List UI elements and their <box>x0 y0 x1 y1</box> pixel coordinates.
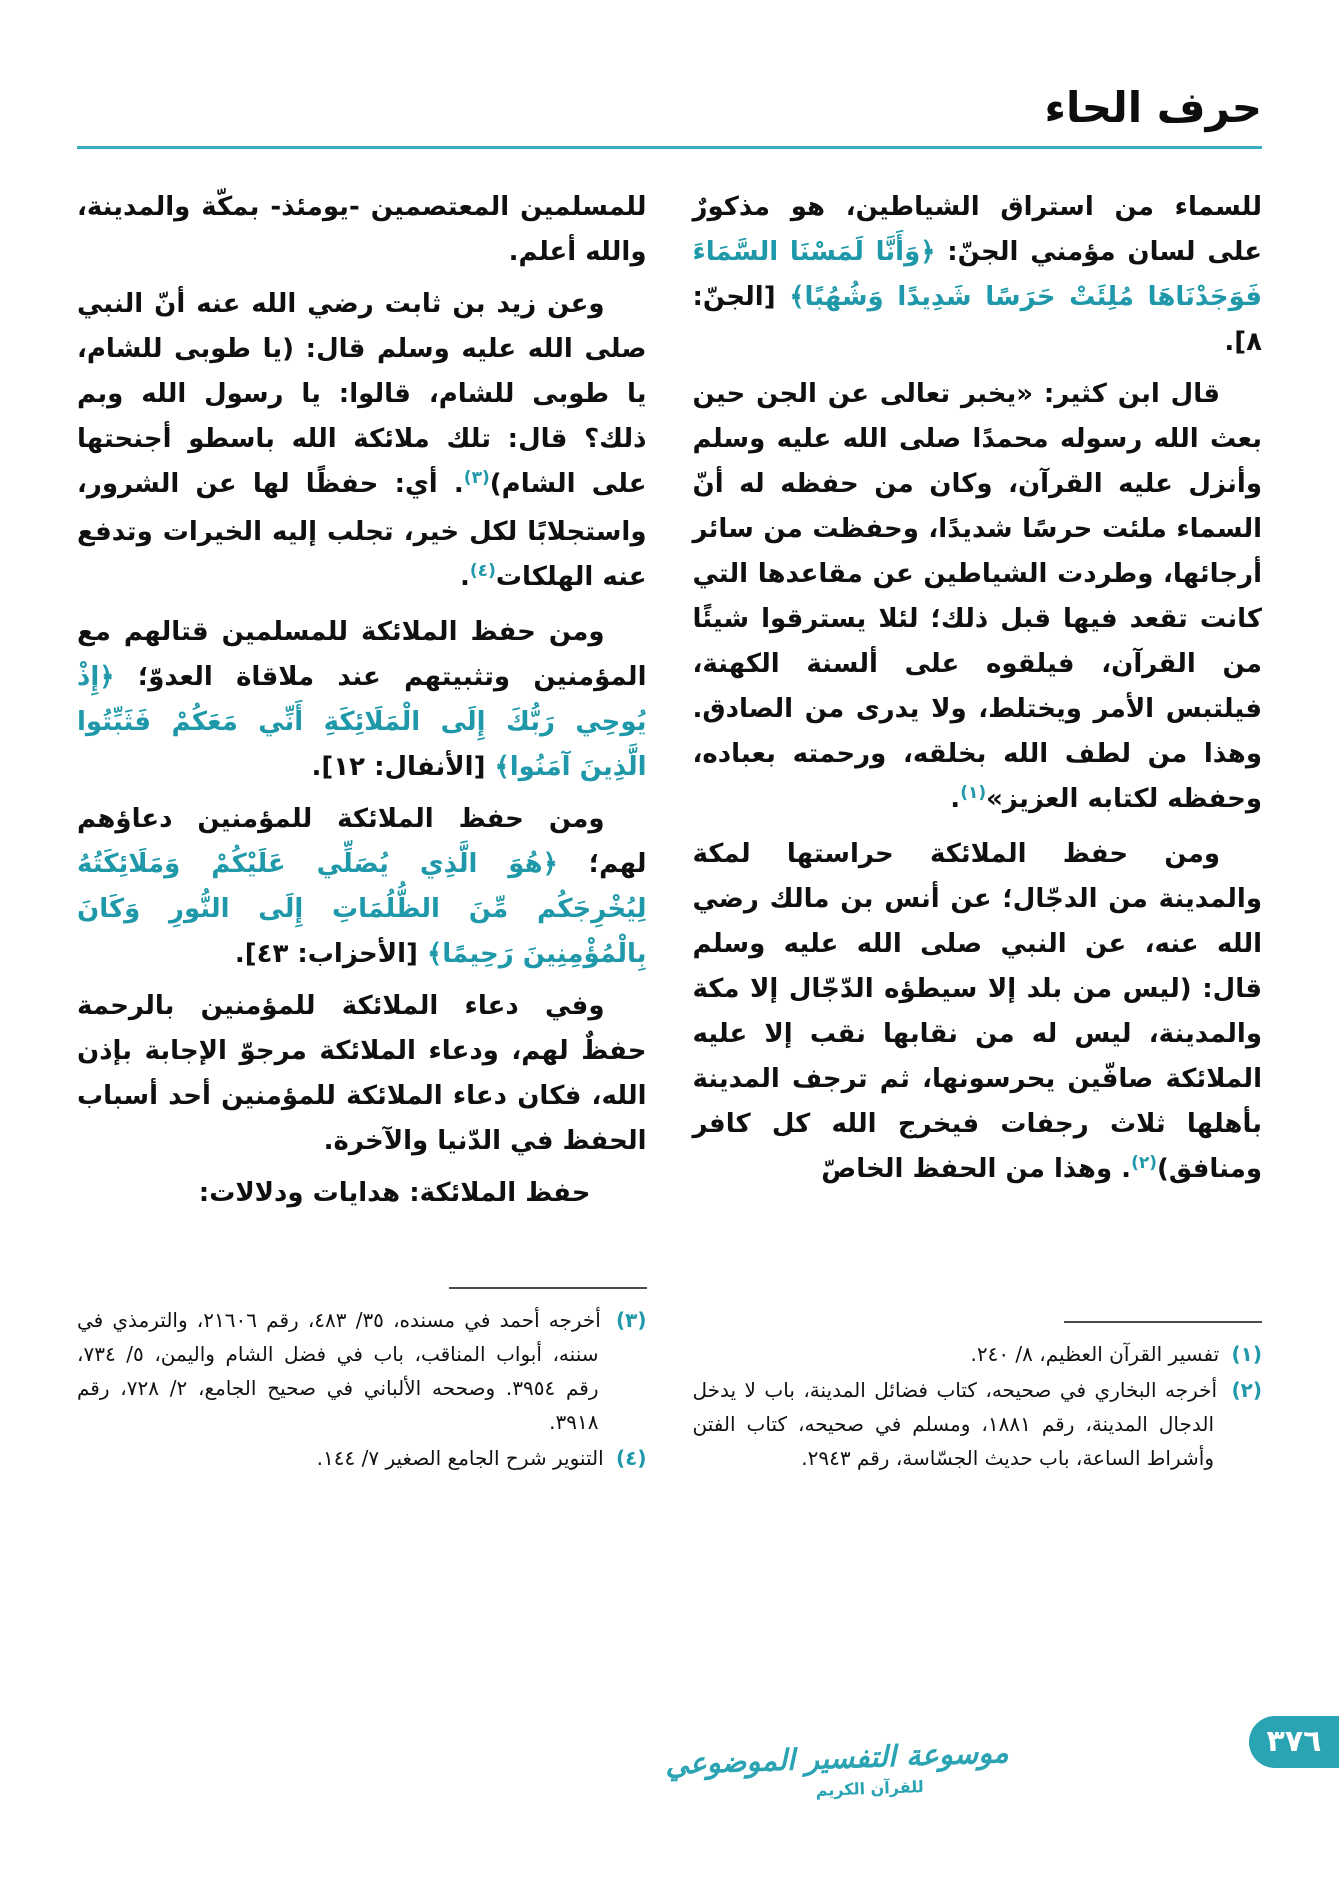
paragraph <box>77 282 647 603</box>
footnote-marker: (١) <box>960 783 987 804</box>
paragraph <box>77 797 647 977</box>
footnote-marker: (٣) <box>463 468 490 489</box>
body-text: ومن حفظ الملائكة للمسلمين قتالهم مع المؤمنين وتثبيتهم عند ملاقاة العدوّ؛ <box>77 617 647 693</box>
paragraph <box>693 185 1263 365</box>
quran-verse: ﴿وَأَنَّا لَمَسْنَا السَّمَاءَ فَوَجَدْنَاهَا مُلِئَتْ حَرَسًا شَدِيدًا وَشُهُبًا﴾ <box>692 237 1262 313</box>
footnote <box>77 1303 647 1439</box>
verse-reference: [الجنّ: ٨]. <box>692 282 1262 358</box>
body-text: حفظ الملائكة: هدايات ودلالات: <box>198 1178 591 1209</box>
chapter-title: حرف الحاء <box>1044 83 1262 132</box>
publisher-logo <box>664 1734 1010 1803</box>
body-text: . <box>460 562 470 593</box>
footnote-marker: (٤) <box>469 561 496 582</box>
body-text: للسماء من استراق الشياطين، هو مذكورٌ على لسان مؤمني الجنّ: <box>692 192 1262 268</box>
body-text: للمسلمين المعتصمين -يومئذ- بمكّة والمدينة، والله أعلم. <box>77 192 647 268</box>
paragraph <box>693 372 1263 825</box>
page-header <box>0 0 1339 149</box>
paragraph <box>77 984 647 1164</box>
footnote-marker: (٢) <box>1131 1153 1158 1174</box>
text-columns <box>0 185 1339 1477</box>
body-text: . أي: حفظًا لها عن الشرور، واستجلابًا لكل خير، تجلب إليه الخيرات وتدفع عنه الهلكات <box>77 469 647 593</box>
footnote-block-left <box>77 1287 647 1477</box>
footnote-separator <box>1064 1321 1262 1323</box>
column-left-body <box>77 185 647 1223</box>
column-right-body <box>693 185 1263 1202</box>
body-text: قال ابن كثير: «يخبر تعالى عن الجن حين بعث الله رسوله محمدًا صلى الله عليه وسلم وأنزل عليه القرآن، وكان من حفظه له أنّ السماء ملئت حرسًا شديدًا، وحفظت من سائر أرجائها، وطردت الشياطين عن مقاعدها التي كانت تقعد فيها قبل ذلك؛ لئلا يسترقوا شيئًا من القرآن، فيلقوه على ألسنة الكهنة، فيلتبس الأمر ويختلط، ولا يدرى من الصادق. وهذا من لطف الله بخلقه، ورحمته بعباده، وحفظه لكتابه العزيز» <box>692 379 1262 815</box>
footnote-number: (٢) <box>1231 1378 1262 1403</box>
verse-reference: [الأنفال: ١٢]. <box>311 752 495 783</box>
footnote-number: (٣) <box>616 1308 647 1333</box>
footnotes-left <box>77 1303 647 1475</box>
footnote <box>693 1373 1263 1475</box>
body-text: وعن زيد بن ثابت رضي الله عنه أنّ النبي صلى الله عليه وسلم قال: (يا طوبى للشام، يا طوبى للشام، قالوا: يا رسول الله وبم ذلك؟ قال: تلك ملائكة الله باسطو أجنحتها على الشام) <box>77 289 647 500</box>
footnote <box>693 1337 1263 1371</box>
paragraph <box>77 610 647 790</box>
body-text: . <box>950 784 961 815</box>
footnote-block-right <box>693 1321 1263 1477</box>
footnote <box>77 1441 647 1475</box>
paragraph <box>77 185 647 275</box>
paragraph <box>693 832 1263 1195</box>
publisher-logo-subtitle: للقرآن الكريم <box>815 1777 925 1800</box>
body-text: . وهذا من الحفظ الخاصّ <box>821 1154 1132 1185</box>
body-text: ومن حفظ الملائكة للمؤمنين دعاؤهم لهم؛ <box>77 804 647 880</box>
body-text: ومن حفظ الملائكة حراستها لمكة والمدينة من الدجّال؛ عن أنس بن مالك رضي الله عنه، عن النبي صلى الله عليه وسلم قال: (ليس من بلد إلا سيطؤه الدّجّال إلا مكة والمدينة، ليس له من نقابها نقب إلا عليه الملائكة صافّين يحرسونها، ثم ترجف المدينة بأهلها ثلاث رجفات فيخرج الله كل كافر ومنافق) <box>692 839 1262 1185</box>
publisher-logo-title: موسوعة التفسير الموضوعي <box>664 1734 1010 1781</box>
section-heading <box>77 1171 647 1216</box>
body-text: وفي دعاء الملائكة للمؤمنين بالرحمة حفظٌ لهم، ودعاء الملائكة مرجوّ الإجابة بإذن الله، فكان دعاء الملائكة للمؤمنين أحد أسباب الحفظ في الدّنيا والآخرة. <box>77 991 647 1157</box>
quran-verse: ﴿إِذْ يُوحِي رَبُّكَ إِلَى الْمَلَائِكَةِ أَنِّي مَعَكُمْ فَثَبِّتُوا الَّذِينَ آمَنُوا﴾ <box>77 662 647 783</box>
footnotes-right <box>693 1337 1263 1475</box>
footnote-text: تفسير القرآن العظيم، ٨/ ٢٤٠. <box>970 1342 1226 1367</box>
column-right <box>693 185 1263 1477</box>
column-left <box>77 185 647 1477</box>
footnote-number: (١) <box>1231 1342 1262 1367</box>
footnote-text: أخرجه البخاري في صحيحه، كتاب فضائل المدينة، باب لا يدخل الدجال المدينة، رقم ١٨٨١، ومسلم في صحيحه، كتاب الفتن وأشراط الساعة، باب حديث الجسّاسة، رقم ٢٩٤٣. <box>692 1378 1226 1471</box>
page-number-badge: ٣٧٦ <box>1249 1716 1339 1768</box>
quran-verse: ﴿هُوَ الَّذِي يُصَلِّي عَلَيْكُمْ وَمَلَائِكَتُهُ لِيُخْرِجَكُم مِّنَ الظُّلُمَاتِ إِلَى النُّورِ وَكَانَ بِالْمُؤْمِنِينَ رَحِيمًا﴾ <box>77 849 647 970</box>
verse-reference: [الأحزاب: ٤٣]. <box>234 939 427 970</box>
footnote-number: (٤) <box>616 1446 647 1471</box>
footnote-text: أخرجه أحمد في مسنده، ٣٥/ ٤٨٣، رقم ٢١٦٠٦، والترمذي في سننه، أبواب المناقب، باب في فضل الشام واليمن، ٥/ ٧٣٤، رقم ٣٩٥٤. وصححه الألباني في صحيح الجامع، ٢/ ٧٢٨، رقم ٣٩١٨. <box>77 1308 610 1435</box>
header-rule <box>77 146 1262 149</box>
footnote-text: التنوير شرح الجامع الصغير ٧/ ١٤٤. <box>316 1446 610 1471</box>
footnote-separator <box>449 1287 647 1289</box>
